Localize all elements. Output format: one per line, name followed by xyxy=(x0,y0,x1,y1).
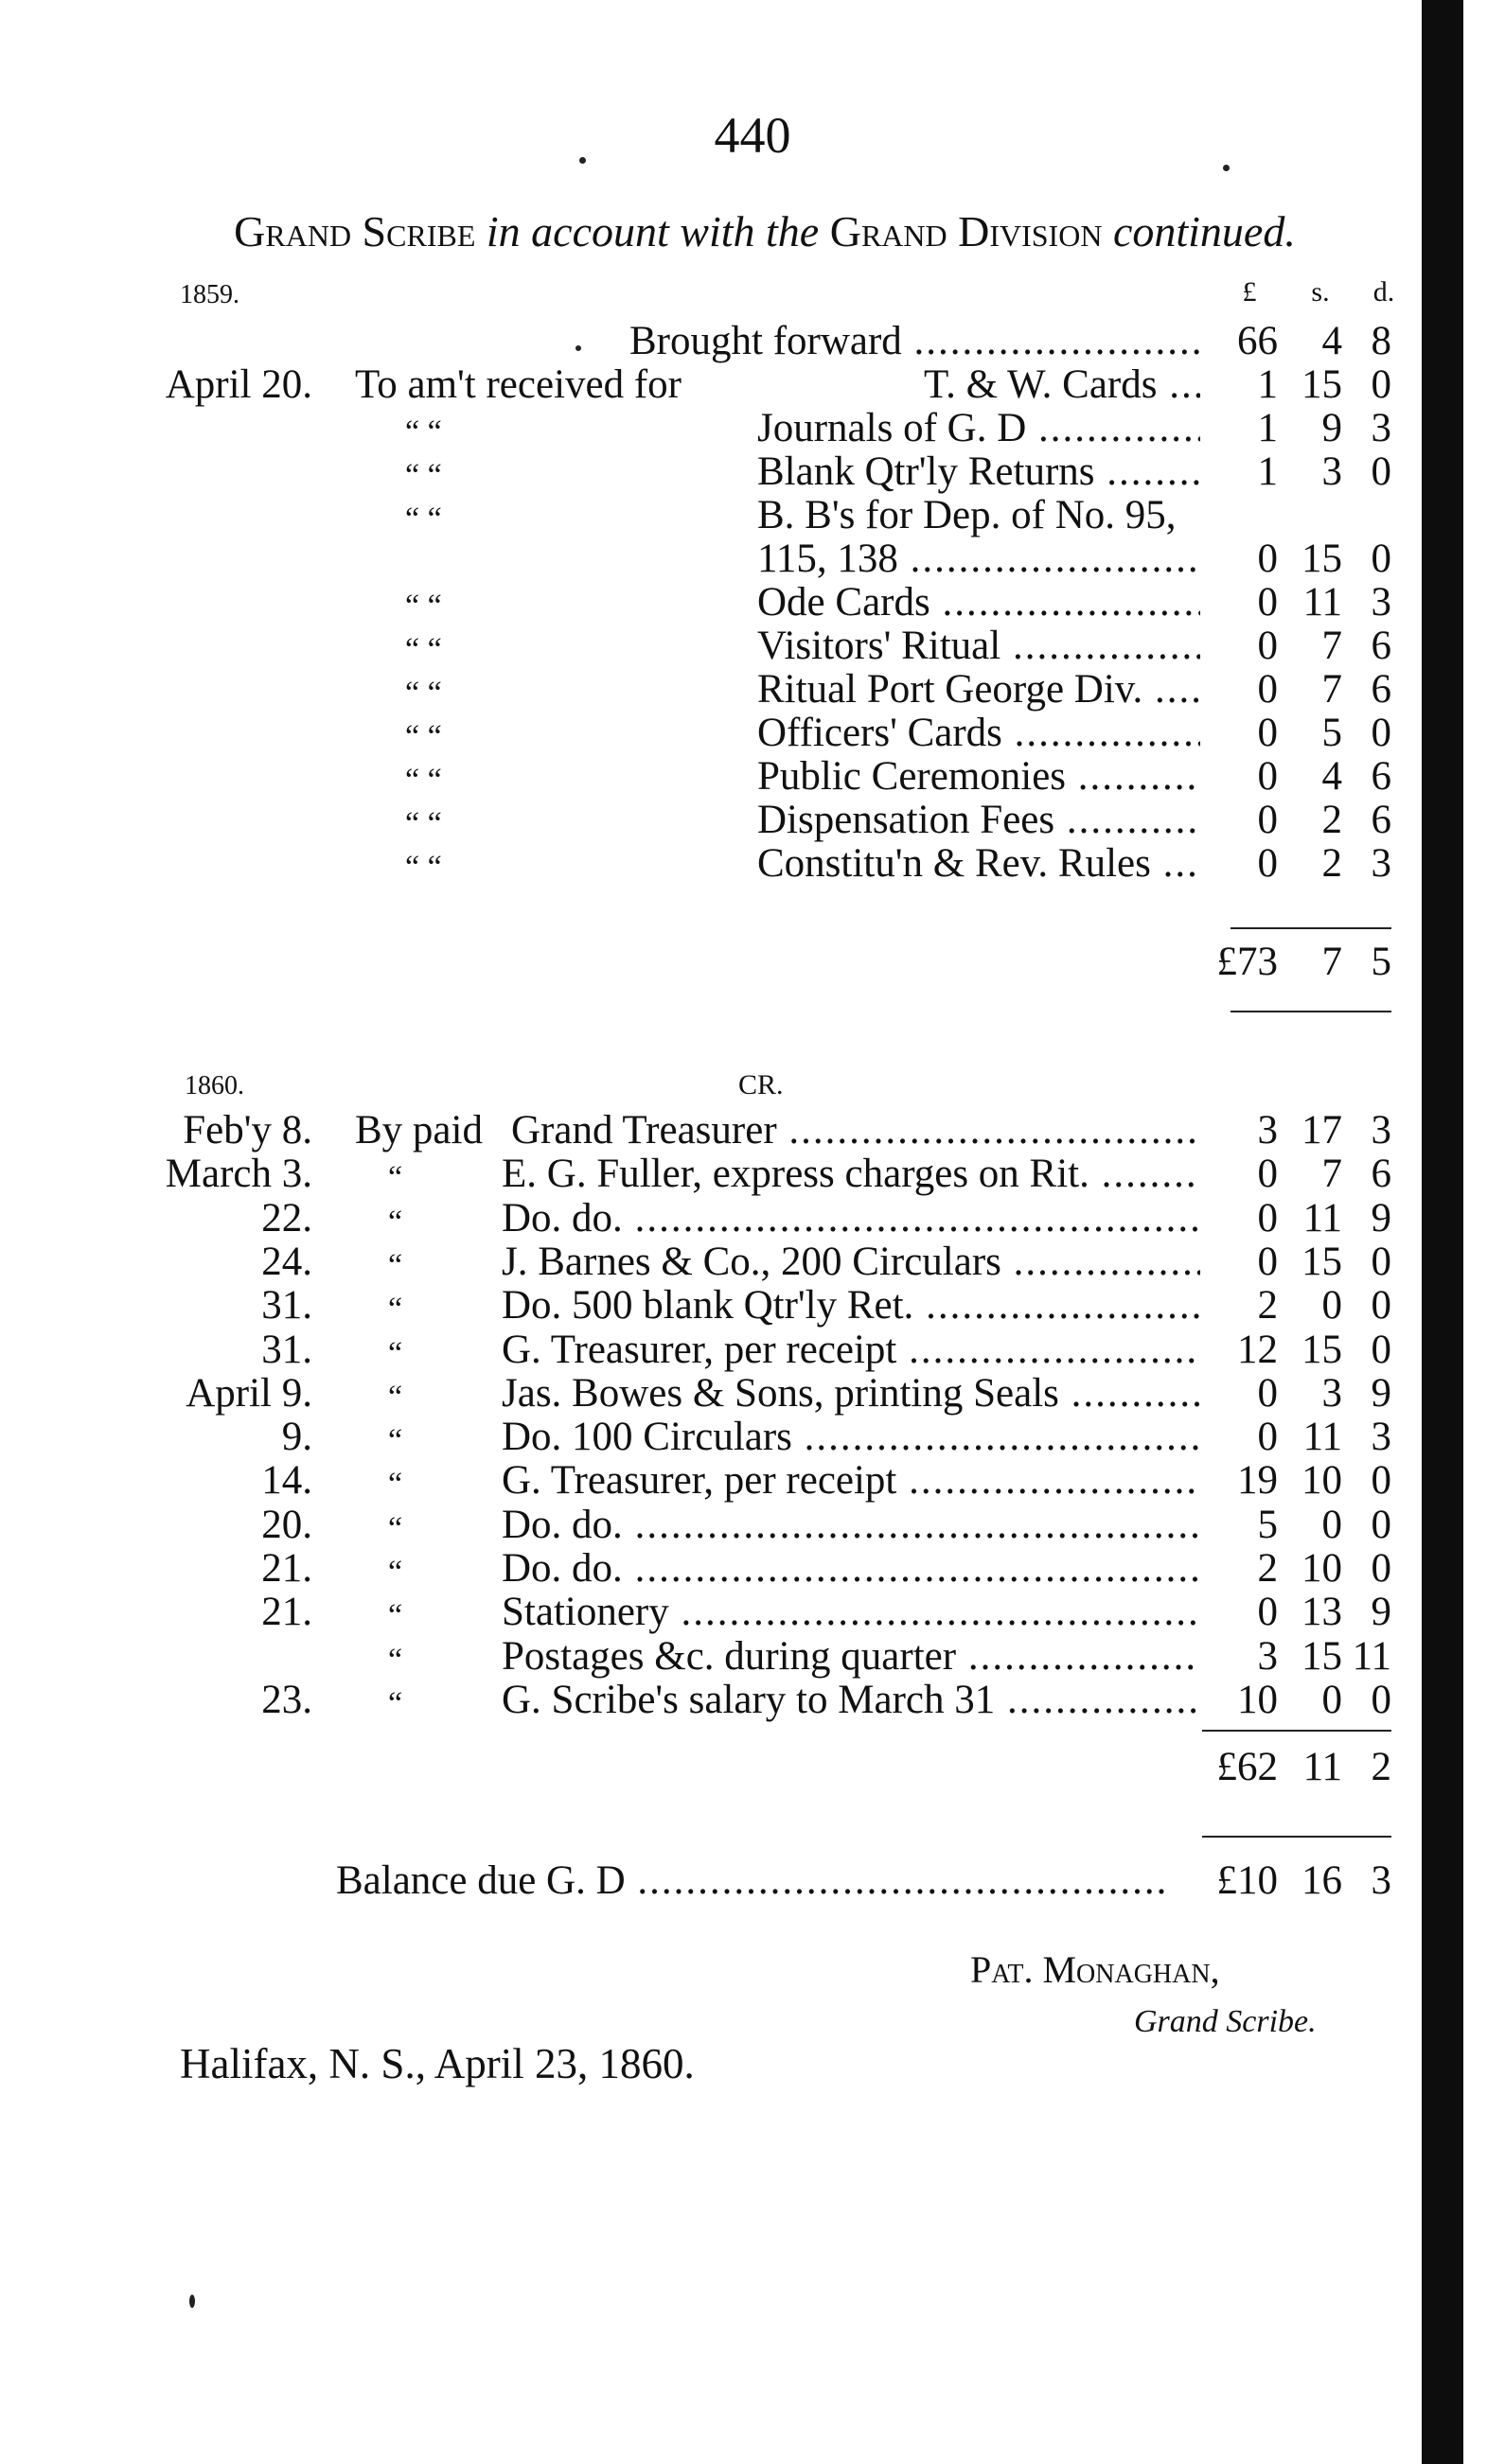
credit-row xyxy=(0,1284,1505,1328)
row-pence: 6 xyxy=(1371,754,1391,799)
credit-row xyxy=(0,1153,1505,1196)
row-pounds: 0 xyxy=(1257,798,1278,842)
row-shillings: 2 xyxy=(1321,798,1342,842)
debit-row xyxy=(0,581,1505,625)
row-pence: 6 xyxy=(1371,667,1391,712)
ditto-marks: “ “ xyxy=(405,719,442,754)
debit-row xyxy=(0,320,1505,363)
row-pence: 0 xyxy=(1371,537,1391,581)
row-shillings: 0 xyxy=(1321,1283,1342,1328)
row-label: 115, 138 ..... xyxy=(757,537,1200,581)
row-shillings: 15 xyxy=(1301,1328,1342,1372)
row-shillings: 4 xyxy=(1321,319,1342,363)
ditto-mark: “ xyxy=(388,1555,403,1590)
row-shillings: 7 xyxy=(1321,1152,1342,1196)
credit-row xyxy=(0,1547,1505,1591)
balance-label: Balance due G. D ..... xyxy=(336,1859,1169,1903)
debit-row xyxy=(0,668,1505,712)
row-pence: 3 xyxy=(1371,580,1391,625)
row-pounds: 0 xyxy=(1257,537,1278,581)
row-label: Do. do. ..... xyxy=(502,1197,1200,1241)
ditto-marks: “ “ xyxy=(405,763,442,798)
row-pounds: 0 xyxy=(1257,1196,1278,1241)
row-pence: 0 xyxy=(1371,1546,1391,1591)
credit-row xyxy=(0,1197,1505,1241)
ditto-mark: “ xyxy=(388,1686,403,1721)
row-label: Do. do. ..... xyxy=(502,1504,1200,1547)
row-label: G. Treasurer, per receipt ..... xyxy=(502,1329,1200,1372)
row-pounds: 0 xyxy=(1257,1152,1278,1196)
row-date: 31. xyxy=(261,1283,312,1328)
row-label: Ode Cards ..... xyxy=(757,581,1200,625)
credit-row xyxy=(0,1109,1505,1153)
debit-row xyxy=(0,450,1505,494)
ditto-mark: “ xyxy=(388,1160,403,1195)
debit-total-row xyxy=(0,941,1505,984)
ditto-mark: “ xyxy=(388,1423,403,1458)
row-shillings: 2 xyxy=(1321,841,1342,886)
ditto-marks: “ “ xyxy=(405,806,442,841)
row-shillings: 9 xyxy=(1321,406,1342,450)
row-pounds: 0 xyxy=(1257,1415,1278,1459)
row-pence: 3 xyxy=(1371,1415,1391,1459)
row-label: G. Treasurer, per receipt ..... xyxy=(502,1459,1200,1503)
balance-row xyxy=(0,1859,1505,1903)
credit-row xyxy=(0,1416,1505,1459)
shillings-header: s. xyxy=(1311,276,1330,308)
balance-rule xyxy=(1202,1836,1391,1838)
debit-year: 1859. xyxy=(180,280,239,309)
row-pence: 3 xyxy=(1371,1108,1391,1153)
row-label: G. Scribe's salary to March 31 ..... xyxy=(502,1679,1200,1722)
debit-total-pounds: £73 xyxy=(1216,940,1278,984)
credit-total-shillings: 11 xyxy=(1302,1745,1342,1789)
row-pounds: 12 xyxy=(1237,1328,1278,1372)
row-pounds: 1 xyxy=(1257,362,1278,407)
debit-row xyxy=(0,363,1505,407)
row-pounds: 1 xyxy=(1257,449,1278,494)
credit-total-rule xyxy=(1202,1730,1391,1732)
credit-total-pence: 2 xyxy=(1371,1745,1391,1789)
debit-total-pence: 5 xyxy=(1371,940,1391,984)
row-label: J. Barnes & Co., 200 Circulars ..... xyxy=(502,1241,1200,1284)
row-pounds: 5 xyxy=(1257,1503,1278,1547)
row-date: Feb'y 8. xyxy=(183,1108,312,1153)
ditto-mark: “ xyxy=(388,1467,403,1502)
row-shillings: 10 xyxy=(1301,1546,1342,1591)
row-pence: 0 xyxy=(1371,1240,1391,1284)
row-date: 24. xyxy=(261,1240,312,1284)
row-pence: 0 xyxy=(1371,1458,1391,1503)
pence-header: d. xyxy=(1372,276,1395,308)
heading-grand-division: Grand Division xyxy=(829,207,1103,255)
row-pounds: 0 xyxy=(1257,711,1278,755)
row-pounds: 19 xyxy=(1237,1458,1278,1503)
ditto-marks: “ “ xyxy=(405,632,442,667)
ditto-mark: “ xyxy=(388,1511,403,1546)
row-label: Constitu'n & Rev. Rules ..... xyxy=(757,842,1200,886)
row-shillings: 7 xyxy=(1321,624,1342,668)
row-pence: 0 xyxy=(1371,711,1391,755)
row-label: Dispensation Fees ..... xyxy=(757,799,1200,842)
row-pence: 8 xyxy=(1371,319,1391,363)
ink-speck xyxy=(1223,165,1230,171)
row-label: Officers' Cards ..... xyxy=(757,712,1200,755)
debit-row xyxy=(0,625,1505,668)
debit-row xyxy=(0,712,1505,755)
signer-name: Pat. Monaghan, xyxy=(970,1948,1220,1991)
row-shillings: 3 xyxy=(1321,449,1342,494)
row-shillings: 0 xyxy=(1321,1678,1342,1722)
row-shillings: 11 xyxy=(1302,1415,1342,1459)
balance-pence: 3 xyxy=(1371,1858,1391,1903)
row-pounds: 0 xyxy=(1257,841,1278,886)
row-label: B. B's for Dep. of No. 95, xyxy=(757,494,1177,537)
row-date: 9. xyxy=(281,1415,312,1459)
row-label: Do. 500 blank Qtr'ly Ret. ..... xyxy=(502,1284,1200,1328)
row-prefix: By paid xyxy=(355,1109,483,1153)
pounds-header: £ xyxy=(1242,276,1257,308)
row-label: Do. do. ..... xyxy=(502,1547,1200,1591)
row-date: 21. xyxy=(261,1546,312,1591)
row-pounds: 10 xyxy=(1237,1678,1278,1722)
credit-total-pounds: £62 xyxy=(1216,1745,1278,1789)
row-pence: 6 xyxy=(1371,798,1391,842)
row-label: Public Ceremonies ..... xyxy=(757,755,1200,799)
debit-row xyxy=(0,799,1505,842)
row-pounds: 0 xyxy=(1257,1240,1278,1284)
ditto-mark: “ xyxy=(388,1248,403,1283)
row-label: Jas. Bowes & Sons, printing Seals ..... xyxy=(502,1372,1200,1416)
row-shillings: 11 xyxy=(1302,580,1342,625)
ditto-marks: “ “ xyxy=(405,458,442,493)
row-shillings: 10 xyxy=(1301,1458,1342,1503)
credit-row xyxy=(0,1459,1505,1503)
heading-continued: continued. xyxy=(1112,207,1296,255)
place-and-date: Halifax, N. S., April 23, 1860. xyxy=(180,2040,695,2087)
row-pence: 0 xyxy=(1371,1678,1391,1722)
debit-row xyxy=(0,407,1505,450)
row-pence: 6 xyxy=(1371,1152,1391,1196)
ditto-marks: “ “ xyxy=(405,589,442,624)
credit-row xyxy=(0,1679,1505,1722)
row-pence: 9 xyxy=(1371,1196,1391,1241)
row-pounds: 0 xyxy=(1257,1590,1278,1634)
ditto-mark: “ xyxy=(388,1643,403,1678)
row-date: 22. xyxy=(261,1196,312,1241)
row-shillings: 3 xyxy=(1321,1371,1342,1416)
row-shillings: 4 xyxy=(1321,754,1342,799)
debit-total-shillings: 7 xyxy=(1321,940,1342,984)
heading-in-account: in account with the xyxy=(486,207,820,255)
debit-row xyxy=(0,755,1505,799)
row-shillings: 11 xyxy=(1302,1196,1342,1241)
ditto-marks: “ “ xyxy=(405,502,442,537)
row-label: Postages &c. during quarter ..... xyxy=(502,1635,1200,1679)
debit-row xyxy=(0,842,1505,886)
row-pounds: 3 xyxy=(1257,1634,1278,1679)
ditto-marks: “ “ xyxy=(405,676,442,711)
ink-speck xyxy=(189,2295,195,2308)
debit-double-rule xyxy=(1231,1011,1391,1012)
row-date: April 20. xyxy=(165,362,312,407)
credit-row xyxy=(0,1635,1505,1679)
debit-row xyxy=(0,494,1505,537)
credit-year: 1860. xyxy=(185,1071,244,1100)
page-number: 440 xyxy=(714,107,791,164)
ditto-mark: “ xyxy=(388,1205,403,1240)
ditto-mark: “ xyxy=(388,1336,403,1371)
credit-row xyxy=(0,1329,1505,1372)
row-date: April 9. xyxy=(186,1371,312,1416)
row-label: Blank Qtr'ly Returns ..... xyxy=(757,450,1200,494)
row-label: Do. 100 Circulars ..... xyxy=(502,1416,1200,1459)
row-pounds: 2 xyxy=(1257,1546,1278,1591)
row-prefix: To am't received for xyxy=(355,363,682,407)
row-pence: 3 xyxy=(1371,406,1391,450)
row-shillings: 15 xyxy=(1301,1634,1342,1679)
row-pounds: 0 xyxy=(1257,1371,1278,1416)
row-shillings: 7 xyxy=(1321,667,1342,712)
row-date: 31. xyxy=(261,1328,312,1372)
row-date: 23. xyxy=(261,1678,312,1722)
balance-pounds: £10 xyxy=(1216,1858,1278,1903)
row-date: 20. xyxy=(261,1503,312,1547)
heading-grand-scribe: Grand Scribe xyxy=(234,207,476,255)
row-label: Visitors' Ritual ..... xyxy=(757,625,1200,668)
row-pence: 0 xyxy=(1371,1328,1391,1372)
ditto-mark: “ xyxy=(388,1292,403,1327)
row-pence: 11 xyxy=(1352,1634,1391,1679)
row-shillings: 13 xyxy=(1301,1590,1342,1634)
row-label: Ritual Port George Div. ..... xyxy=(757,668,1200,712)
balance-shillings: 16 xyxy=(1301,1858,1342,1903)
row-label: Brought forward ..... xyxy=(629,320,1200,363)
row-pence: 9 xyxy=(1371,1371,1391,1416)
row-pence: 0 xyxy=(1371,449,1391,494)
row-date: 14. xyxy=(261,1458,312,1503)
row-pounds: 3 xyxy=(1257,1108,1278,1153)
row-pounds: 1 xyxy=(1257,406,1278,450)
row-pounds: 2 xyxy=(1257,1283,1278,1328)
credit-label: CR. xyxy=(738,1069,784,1100)
row-label: T. & W. Cards ..... xyxy=(924,363,1200,407)
row-pence: 0 xyxy=(1371,1503,1391,1547)
credit-row xyxy=(0,1591,1505,1634)
ditto-marks: “ “ xyxy=(405,850,442,885)
page-heading xyxy=(140,206,1390,256)
row-shillings: 17 xyxy=(1301,1108,1342,1153)
row-label: Grand Treasurer ..... xyxy=(511,1109,1200,1153)
row-pence: 9 xyxy=(1371,1590,1391,1634)
ditto-mark: “ xyxy=(388,1380,403,1415)
row-date: 21. xyxy=(261,1590,312,1634)
row-pounds: 0 xyxy=(1257,754,1278,799)
debit-row xyxy=(0,537,1505,581)
row-pounds: 0 xyxy=(1257,624,1278,668)
row-pounds: 0 xyxy=(1257,580,1278,625)
credit-row xyxy=(0,1372,1505,1416)
row-pence: 0 xyxy=(1371,1283,1391,1328)
credit-total-row xyxy=(0,1746,1505,1789)
row-label: Stationery ..... xyxy=(502,1591,1200,1634)
row-shillings: 15 xyxy=(1301,1240,1342,1284)
row-pounds: 0 xyxy=(1257,667,1278,712)
ditto-marks: “ “ xyxy=(405,414,442,449)
credit-row xyxy=(0,1241,1505,1284)
row-pounds: 66 xyxy=(1237,319,1278,363)
row-date: March 3. xyxy=(165,1152,312,1196)
credit-row xyxy=(0,1504,1505,1547)
row-shillings: 0 xyxy=(1321,1503,1342,1547)
row-pence: 3 xyxy=(1371,841,1391,886)
row-shillings: 15 xyxy=(1301,362,1342,407)
signer-title: Grand Scribe. xyxy=(1134,2004,1317,2039)
row-pence: 6 xyxy=(1371,624,1391,668)
row-shillings: 5 xyxy=(1321,711,1342,755)
row-label: E. G. Fuller, express charges on Rit. ..... xyxy=(502,1153,1200,1196)
row-pence: 0 xyxy=(1371,362,1391,407)
row-shillings: 15 xyxy=(1301,537,1342,581)
ditto-mark: “ xyxy=(388,1598,403,1633)
row-label: Journals of G. D ..... xyxy=(757,407,1200,450)
debit-total-rule xyxy=(1231,927,1391,929)
